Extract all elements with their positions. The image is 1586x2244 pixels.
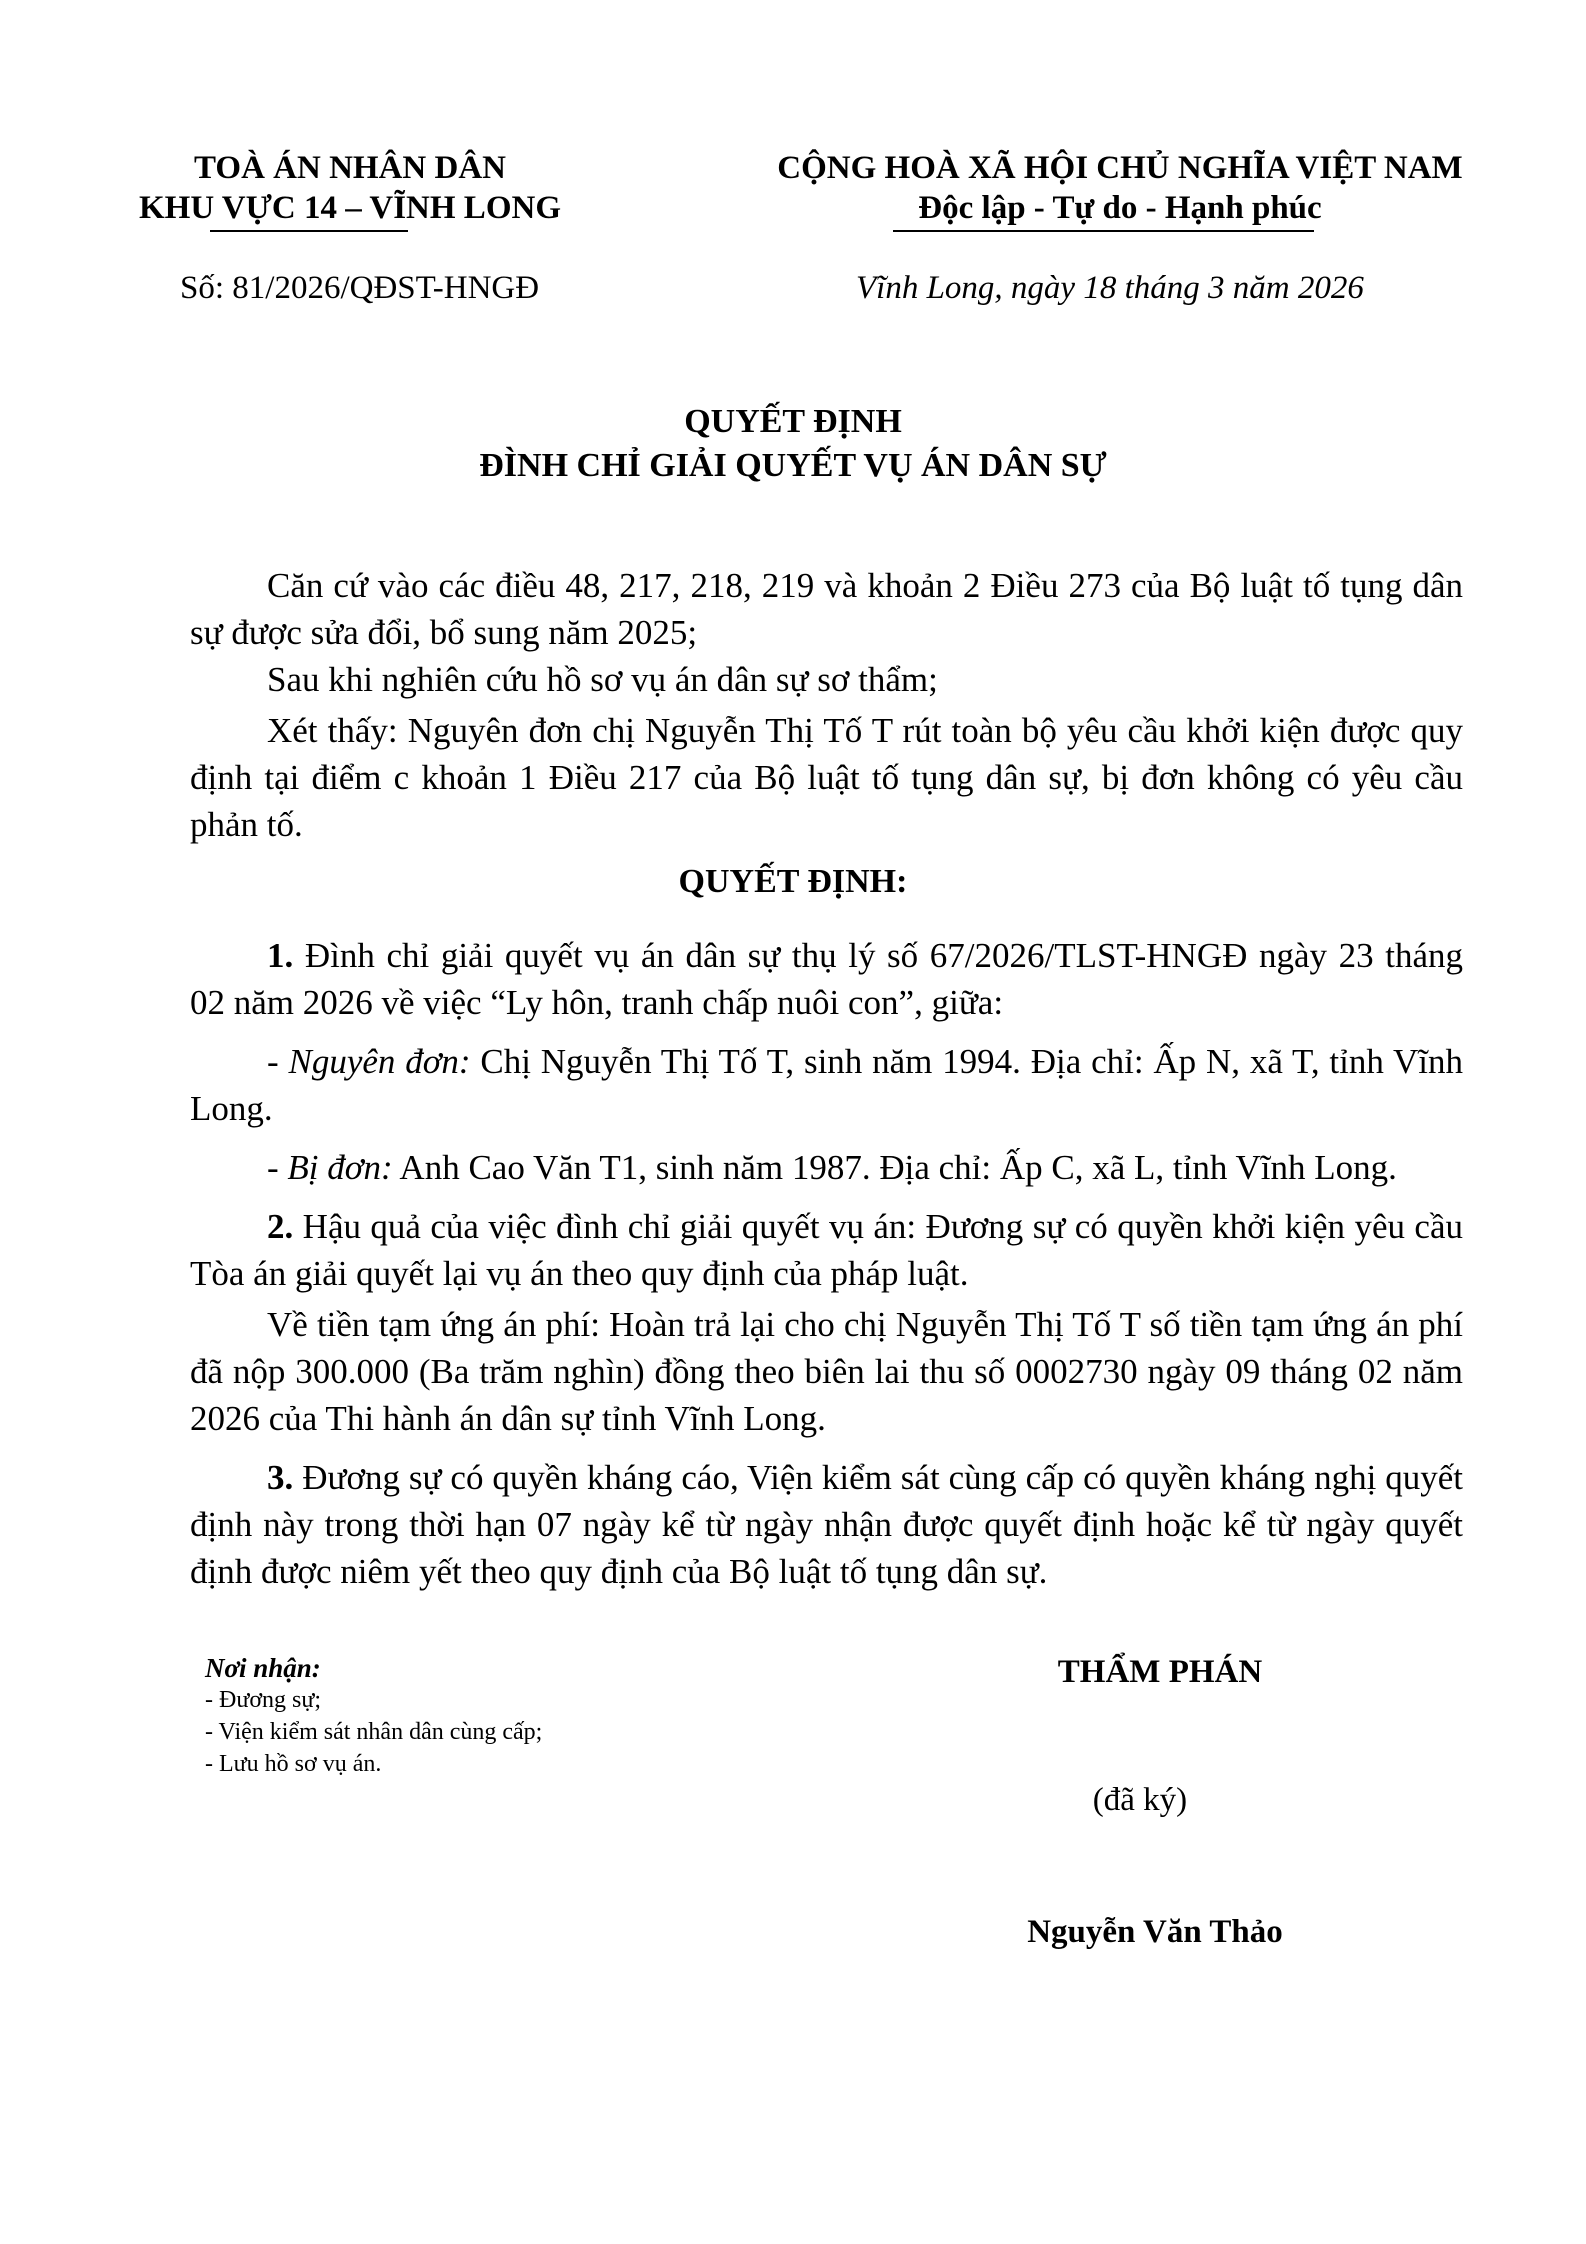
plaintiff-line: - Nguyên đơn: Chị Nguyễn Thị Tố T, sinh năm 1994. Địa chỉ: Ấp N, xã T, tỉnh Vĩnh Long. [190,1042,1464,1128]
fee-refund: Về tiền tạm ứng án phí: Hoàn trả lại cho chị Nguyễn Thị Tố T số tiền tạm ứng án phí đã nộp 300.000 (Ba trăm nghìn) đồng theo biên lai thu số 0002730 ngày 09 tháng 02 năm 2026 của Thi hành án dân sự tỉnh Vĩnh Long. [190,1305,1463,1438]
plaintiff-label: Nguyên đơn: [288,1042,471,1081]
motto-underline [893,230,1314,232]
court-name-line1: TOÀ ÁN NHÂN DÂN [194,150,506,186]
document-title [0,400,1586,488]
document-date: Vĩnh Long, ngày 18 tháng 3 năm 2026 [856,270,1364,306]
decision-item-1 [190,932,1463,1026]
item-1-number: 1. [267,936,294,975]
preamble-finding: Xét thấy: Nguyên đơn chị Nguyễn Thị Tố T rút toàn bộ yêu cầu khởi kiện được quy định tại điểm c khoản 1 Điều 217 của Bộ luật tố tụng dân sự, bị đơn không có yêu cầu phản tố. [190,711,1463,844]
defendant-label: Bị đơn: [287,1148,393,1187]
defendant-line: - Bị đơn: Anh Cao Văn T1, sinh năm 1987. Địa chỉ: Ấp C, xã L, tỉnh Vĩnh Long. [267,1148,1397,1187]
national-motto: Độc lập - Tự do - Hạnh phúc [918,190,1322,226]
item-3-text: Đương sự có quyền kháng cáo, Viện kiểm sát cùng cấp có quyền kháng nghị quyết định này trong thời hạn 07 ngày kể từ ngày nhận được quyết định hoặc kể từ ngày quyết định được niêm yết theo quy định của Bộ luật tố tụng dân sự. [190,1458,1463,1591]
recipients-title: Nơi nhận: [205,1653,321,1683]
item-2-number: 2. [267,1207,294,1246]
decision-heading: QUYẾT ĐỊNH: [678,863,908,900]
item-3-number: 3. [267,1458,294,1497]
defendant-text: Anh Cao Văn T1, sinh năm 1987. Địa chỉ: Ấp C, xã L, tỉnh Vĩnh Long. [392,1148,1397,1187]
country-name: CỘNG HOÀ XÃ HỘI CHỦ NGHĨA VIỆT NAM [777,150,1463,186]
item-2-text: Hậu quả của việc đình chỉ giải quyết vụ án: Đương sự có quyền khởi kiện yêu cầu Tòa án giải quyết lại vụ án theo quy định của pháp luật. [190,1207,1463,1293]
item-1-text: Đình chỉ giải quyết vụ án dân sự thụ lý số 67/2026/TLST-HNGĐ ngày 23 tháng 02 năm 2026 về việc “Ly hôn, tranh chấp nuôi con”, giữa: [190,936,1463,1022]
title-line1: QUYẾT ĐỊNH [684,403,902,440]
court-name-line2: KHU VỰC 14 – VĨNH LONG [138,190,561,226]
decision-body [190,932,1463,1595]
preamble-review: Sau khi nghiên cứu hồ sơ vụ án dân sự sơ thẩm; [267,660,938,699]
document-number: Số: 81/2026/QĐST-HNGĐ [180,270,540,306]
preamble-legal-basis: Căn cứ vào các điều 48, 217, 218, 219 và khoản 2 Điều 273 của Bộ luật tố tụng dân sự được sửa đổi, bổ sung năm 2025; [190,566,1463,652]
court-name-underline [210,230,408,232]
recipient-item: - Viện kiểm sát nhân dân cùng cấp; [205,1719,543,1745]
recipient-item: - Đương sự; [205,1687,322,1713]
court-name [110,148,590,228]
preamble [190,562,1463,848]
recipient-item: - Lưu hồ sơ vụ án. [205,1751,382,1777]
plaintiff-text: Chị Nguyễn Thị Tố T, sinh năm 1994. Địa chỉ: Ấp N, xã T, tỉnh Vĩnh Long. [190,1042,1464,1128]
decision-item-2 [190,1203,1463,1297]
judge-name: Nguyễn Văn Thảo [1027,1914,1283,1950]
decision-item-3 [190,1454,1463,1595]
signed-note: (đã ký) [1092,1782,1188,1818]
judge-title: THẨM PHÁN [1057,1654,1263,1690]
title-line2: ĐÌNH CHỈ GIẢI QUYẾT VỤ ÁN DÂN SỰ [479,447,1107,484]
national-heading [730,148,1510,228]
recipients [205,1652,542,1780]
